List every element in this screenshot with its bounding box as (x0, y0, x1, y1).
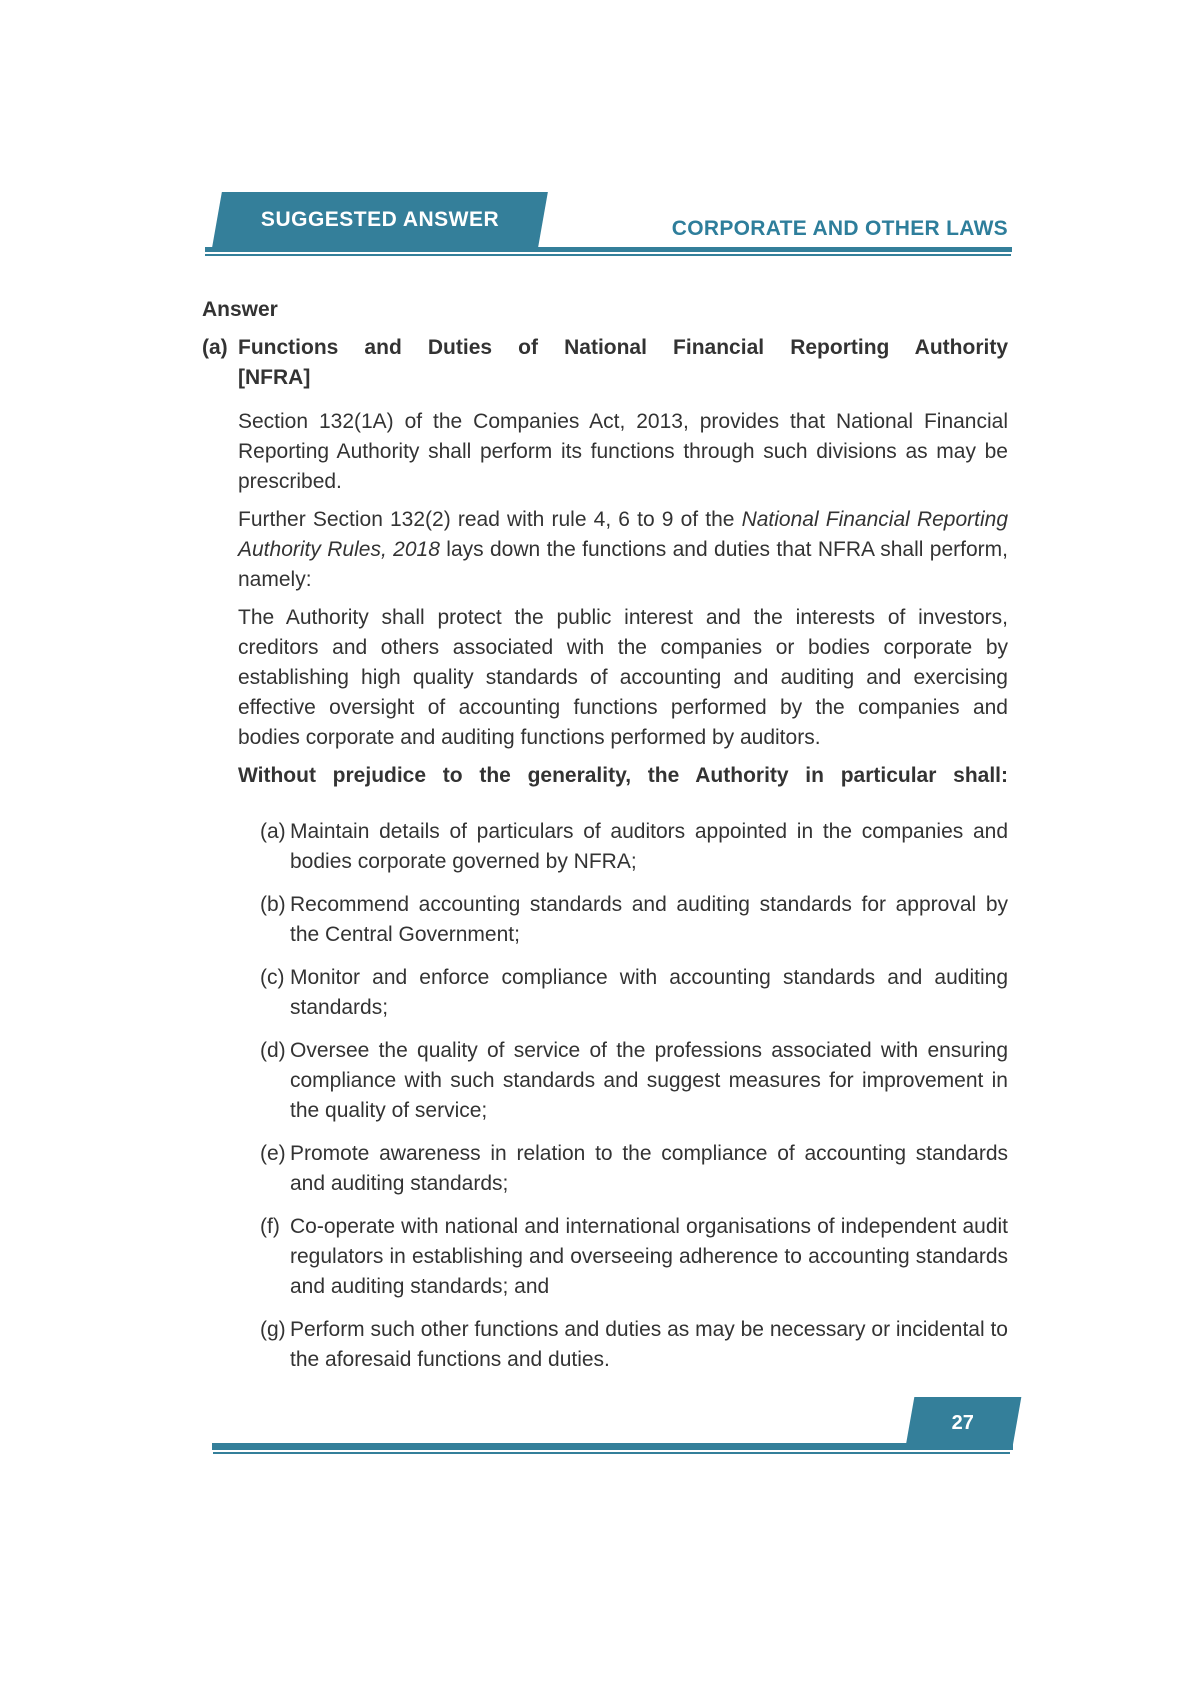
duty-label: (c) (260, 966, 285, 989)
duty-text: Monitor and enforce compliance with accounting standards and auditing standards; (290, 966, 1008, 1019)
duty-text: Promote awareness in relation to the compliance of accounting standards and auditing standards; (290, 1142, 1008, 1195)
duty-text: Maintain details of particulars of auditors appointed in the companies and bodies corporate governed by NFRA; (290, 820, 1008, 873)
duty-item (238, 1212, 1008, 1302)
duty-label: (g) (260, 1318, 286, 1341)
question-title (238, 333, 1008, 393)
footer-rule-thin (213, 1452, 1010, 1454)
paragraph-2-italic: National Financial Reporting Authority Rules, 2018 (238, 508, 1008, 561)
duty-label: (a) (260, 820, 286, 843)
page-number-badge (905, 1397, 1021, 1450)
paragraph-2-post: lays down the functions and duties that NFRA shall perform, namely: (238, 538, 1008, 591)
paragraph-2-pre: Further Section 132(2) read with rule 4, 6 to 9 of the (238, 508, 742, 531)
duty-text: Recommend accounting standards and auditing standards for approval by the Central Government; (290, 893, 1008, 946)
duty-item (238, 1315, 1008, 1375)
duty-item (238, 890, 1008, 950)
duty-item (238, 817, 1008, 877)
duty-item (238, 963, 1008, 1023)
duty-text: Co-operate with national and international organisations of independent audit regulators in establishing and overseeing adherence to accounting standards and auditing standards; and (290, 1215, 1008, 1298)
intro-line: Without prejudice to the generality, the Authority in particular shall: (238, 764, 1008, 787)
question-item-a (202, 333, 1008, 1375)
duty-label: (e) (260, 1142, 286, 1165)
paragraph-3: The Authority shall protect the public interest and the interests of investors, creditors and others associated with the companies or bodies corporate by establishing high quality standards of accounting and auditing and exercising effective oversight of accounting functions performed by the companies and bodies corporate and auditing functions performed by auditors. (238, 606, 1008, 749)
duty-text: Perform such other functions and duties as may be necessary or incidental to the aforesaid functions and duties. (290, 1318, 1008, 1371)
paragraph-1: Section 132(1A) of the Companies Act, 2013, provides that National Financial Reporting Authority shall perform its functions through such divisions as may be prescribed. (238, 410, 1008, 493)
duty-label: (d) (260, 1039, 286, 1062)
question-title-line2: [NFRA] (238, 366, 311, 389)
question-label: (a) (202, 336, 228, 359)
question-body (238, 333, 1008, 1375)
duty-item (238, 1036, 1008, 1126)
suggested-answer-banner (212, 192, 548, 248)
footer-rule-thick (212, 1443, 1013, 1450)
subject-title: CORPORATE AND OTHER LAWS (671, 217, 1008, 240)
banner-label: SUGGESTED ANSWER (260, 208, 500, 231)
duty-item (238, 1139, 1008, 1199)
question-title-line1: Functions and Duties of National Financial Reporting Authority (238, 336, 1008, 359)
answer-heading: Answer (202, 298, 278, 321)
paragraph-2 (238, 505, 1008, 595)
page-number: 27 (952, 1412, 975, 1434)
duty-label: (f) (260, 1215, 280, 1238)
header-rule-thick (205, 247, 1012, 252)
duty-text: Oversee the quality of service of the professions associated with ensuring compliance with such standards and suggest measures for improvement in the quality of service; (290, 1039, 1008, 1122)
duty-label: (b) (260, 893, 286, 916)
answer-content (202, 295, 1008, 1375)
header-rule-thin (205, 254, 1011, 256)
duties-list (238, 817, 1008, 1375)
